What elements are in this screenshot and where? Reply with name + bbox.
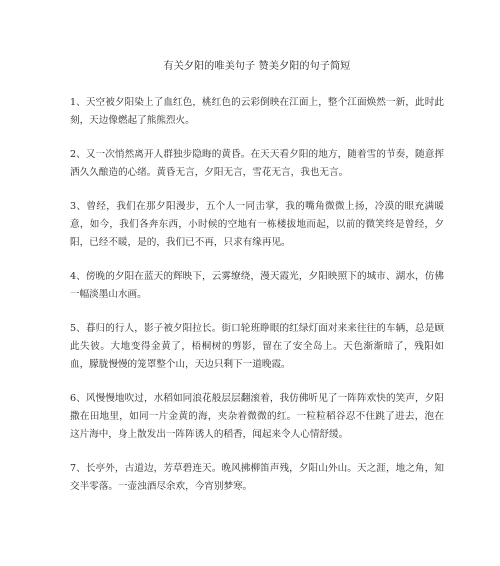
- document-title: 有关夕阳的唯美句子 赞美夕阳的句子简短: [163, 61, 351, 72]
- paragraph-3: 3、曾经，我们在那夕阳漫步，五个人一同击掌，我的嘴角微微上扬，冷漠的眼充满暖意，如今，我们各奔东西，小时候的空地有一栋楼拔地而起，以前的微笑终是曾经，夕阳，已经不暖，是的，我们已不再，只求有缘再见。: [70, 201, 444, 248]
- paragraph-5: 5、暮归的行人，影子被夕阳拉长。街口轮班睁眼的红绿灯面对来来往往的车辆，总是顾此失彼。大地变得金黄了，梧桐树的剪影，留在了安全岛上。天色渐渐暗了，残阳如血，朦胧慢慢的笼罩整个山，天边只剩下一道晚霞。: [70, 323, 444, 370]
- paragraph-6: 6、风慢慢地吹过，水稻如同浪花般层层翻滚着，我仿佛听见了一阵阵欢快的笑声，夕阳撒在田地里，如同一片金黄的海，夹杂着微微的红。一粒粒稻谷忍不住跳了进去，泡在这片海中，身上散发出一阵阵诱人的稻香，闻起来令人心情舒缓。: [70, 393, 444, 440]
- paragraph-4: 4、傍晚的夕阳在蓝天的辉映下，云雾缭绕，漫天霞光，夕阳映照下的城市、湖水，仿佛一幅淡墨山水画。: [70, 271, 444, 300]
- paragraph-1: 1、天空被夕阳染上了血红色，桃红色的云彩倒映在江面上，整个江面焕然一新，此时此刻，天边像燃起了熊熊烈火。: [70, 97, 444, 126]
- paragraph-7: 7、长亭外，古道边，芳草碧连天。晚风拂柳笛声残，夕阳山外山。天之涯，地之角，知交半零落。一壶浊酒尽余欢，今宵别梦寒。: [70, 463, 444, 492]
- paragraph-2: 2、又一次悄然离开人群独步隐晦的黄昏。在天天看夕阳的地方，随着雪的节奏，随意挥洒久久酿造的心绪。黄昏无言，夕阳无言，雪花无言，我也无言。: [70, 149, 444, 178]
